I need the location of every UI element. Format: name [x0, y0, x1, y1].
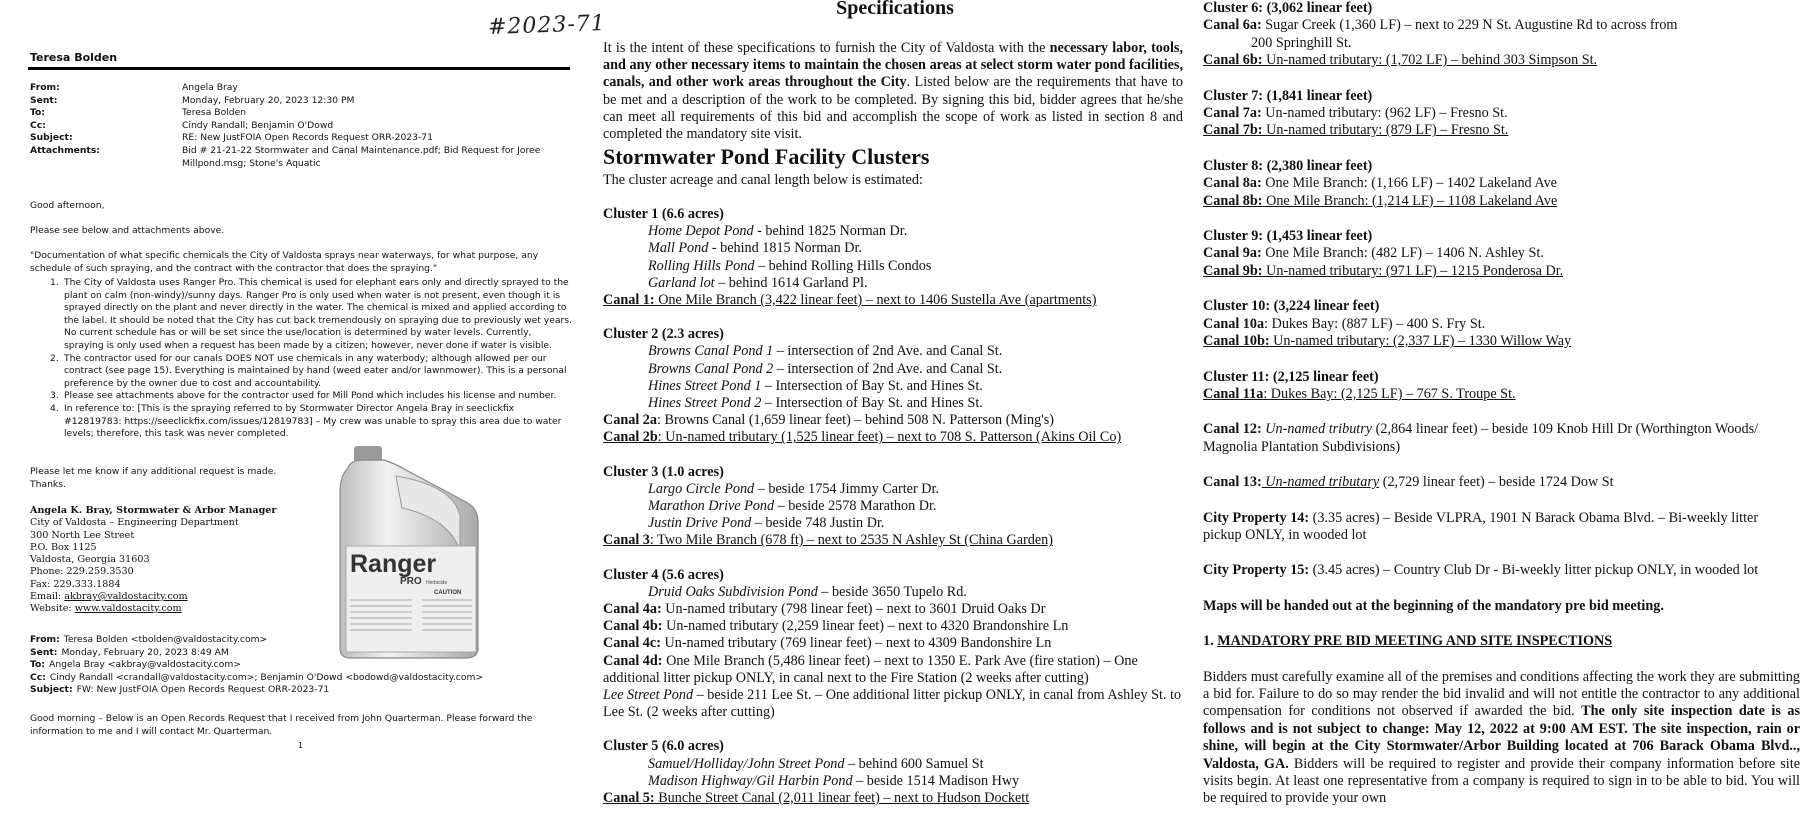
attachment-list[interactable]: Bid # 21-21-22 Stormwater and Canal Maintenance.pdf; Bid Request for Joree Millpond.msg; Stone's Aquatic [182, 144, 541, 169]
canal-item: Canal 4c: Un-named tributary (769 linear feet) – next to 4309 Bandonshire Ln [603, 635, 1052, 652]
page-number: 1 [298, 741, 304, 750]
spec-title: Specifications [836, 0, 954, 19]
pond-item: Largo Circle Pond – beside 1754 Jimmy Carter Dr. [648, 480, 939, 497]
cluster-10-block: Cluster 10: (3,224 linear feet) Canal 10a: Dukes Bay: (887 LF) – 400 S. Fry St. Canal 10b: Un-named tributary: (2,337 LF) – 1330 Willow Way [1203, 298, 1572, 350]
ranger-pro-jug-image [336, 442, 486, 662]
clusters-heading: Stormwater Pond Facility Clusters [603, 144, 930, 169]
canal-item: Canal 5: Bunche Street Canal (2,011 linear feet) – next to Hudson Dockett [603, 790, 1030, 807]
email-greeting: Good afternoon, [30, 200, 105, 211]
list-item: 3. Please see attachments above for the contractor used for Mill Pond which includes his license and number. [50, 390, 557, 402]
canal-13-block: Canal 13: Un-named tributary (2,729 linear feet) – beside 1724 Dow St [1203, 474, 1614, 491]
cluster-block: Cluster 2 (2.3 acres) Browns Canal Pond 1 – intersection of 2nd Ave. and Canal St. Browns Canal Pond 2 – intersection of 2nd Ave. and Canal St. Hines Street Pond 1 – Intersection of Bay St. and Hines St. Hines Street Pond 2 – Intersection of Bay St. and Hines St. Canal 2a: Browns Canal (1,659 linear feet) – behind 508 N. Patterson (Ming's) Canal 2b: Un-named tributary (1,525 linear feet) – next to 708 S. Patterson (Akins Oil Co) [603, 326, 1193, 446]
cluster-block: Cluster 3 (1.0 acres) Largo Circle Pond – beside 1754 Jimmy Carter Dr. Marathon Drive Pond – beside 2578 Marathon Dr. Justin Drive Pond – beside 748 Justin Dr. Canal 3: Two Mile Branch (678 ft) – next to 2535 N Ashley St (China Garden) [603, 464, 1193, 550]
canal-item: Canal 2b: Un-named tributary (1,525 linear feet) – next to 708 S. Patterson (Akins Oil Co) [603, 429, 1122, 446]
email-owner-name: Teresa Bolden [30, 51, 118, 64]
header-from: From: Angela Bray [30, 82, 238, 93]
pond-item: Garland lot – behind 1614 Garland Pl. [648, 274, 868, 291]
pond-item: Samuel/Holliday/John Street Pond – behind 600 Samuel St [648, 755, 984, 772]
bidders-paragraph: Bidders must carefully examine all of the premises and conditions affecting the work they are submitting a bid for. Failure to do so may render the bid invalid and will not entitle the contractor to any additional compensation for conditions not observed if awarded the bid. The only site inspection date is as follows and is not subject to change: May 12, 2022 at 9:00 AM EST. The site inspection, rain or shine, will begin at the City Stormwater/Arbor Building located at 706 Barack Obama Blvd.., Valdosta, GA. Bidders will be required to register and provide their company information before site visits begin. At least one representative from a company is required to sign in to be able to bid. You will be required to provide your own [1203, 668, 1800, 807]
clusters-subheading: The cluster acreage and canal length below is estimated: [603, 172, 923, 188]
pond-item: Marathon Drive Pond – beside 2578 Marathon Dr. [648, 498, 937, 515]
cluster-8-block: Cluster 8: (2,380 linear feet) Canal 8a: One Mile Branch: (1,166 LF) – 1402 Lakeland Ave Canal 8b: One Mile Branch: (1,214 LF) – 1108 Lakeland Ave [1203, 157, 1558, 209]
signature-name: Angela K. Bray, Stormwater & Arbor Manager [30, 505, 277, 516]
pond-item: Justin Drive Pond – beside 748 Justin Dr. [648, 515, 885, 532]
specifications-page [595, 0, 1195, 820]
cluster-9-block: Cluster 9: (1,453 linear feet) Canal 9a: One Mile Branch: (482 LF) – 1406 N. Ashley St. Canal 9b: Un-named tributary: (971 LF) – 1215 Ponderosa Dr. [1203, 228, 1564, 279]
canal-item: Canal 1: One Mile Branch (3,422 linear feet) – next to 1406 Sustella Ave (apartments) [603, 292, 1097, 309]
canal-item: Canal 4a: Un-named tributary (798 linear feet) – next to 3601 Druid Oaks Dr [603, 601, 1046, 618]
cluster-block: Cluster 4 (5.6 acres) Druid Oaks Subdivision Pond – beside 3650 Tupelo Rd. Canal 4a: Un-named tributary (798 linear feet) – next to 3601 Druid Oaks Dr Canal 4b: Un-named tributary (2,259 linear feet) – next to 4320 Brandonshire Ln Canal 4c: Un-named tributary (769 linear feet) – next to 4309 Bandonshire Ln Canal 4d: One Mile Branch (5,486 linear feet) – next to 1350 E. Park Ave (fire station) – One additional litter pickup ONLY, in canal next to the Fire Station (2 weeks after cutting) Lee Street Pond – beside 211 Lee St. – One additional litter pickup ONLY, in canal from Ashley St. to Lee St. (2 weeks after cutting) [603, 567, 1193, 722]
pond-item: Home Depot Pond - behind 1825 Norman Dr. [648, 223, 908, 240]
forwarded-header: From: Teresa Bolden <tbolden@valdostacity.com> Sent: Monday, February 20, 2023 8:49 AM To: Angela Bray <akbray@valdostacity.com> Cc: Cindy Randall <crandall@valdostacity.com>; Benjamin O'Dowd <bodowd@valdostacity.com> Subject: FW: New JustFOIA Open Records Request ORR-2023-71 [30, 634, 484, 696]
cluster-list [603, 206, 1193, 824]
canal-item: Canal 3: Two Mile Branch (678 ft) – next to 2535 N Ashley St (China Garden) [603, 532, 1053, 549]
canal-12-block: Canal 12: Un-named tributry (2,864 linear feet) – beside 109 Knob Hill Dr (Worthington Woods/ Magnolia Plantation Subdivisions) [1203, 421, 1759, 455]
canal-item: Canal 4b: Un-named tributary (2,259 linear feet) – next to 4320 Brandonshire Ln [603, 618, 1069, 635]
signature-email-link[interactable]: akbray@valdostacity.com [64, 591, 188, 603]
header-divider [28, 67, 570, 70]
jug-herbicide-label: Herbicide [426, 580, 448, 586]
response-list [50, 277, 574, 441]
jug-sub-label: PRO [400, 576, 422, 587]
pond-item: Druid Oaks Subdivision Pond – beside 3650 Tupelo Rd. [648, 583, 967, 600]
cluster-block: Cluster 1 (6.6 acres) Home Depot Pond - behind 1825 Norman Dr. Mall Pond - behind 1815 Norman Dr. Rolling Hills Pond – behind Rolling Hills Condos Garland lot – behind 1614 Garland Pl. Canal 1: One Mile Branch (3,422 linear feet) – next to 1406 Sustella Ave (apartments) [603, 206, 1193, 309]
list-item: 4. In reference to: [This is the spraying referred to by Stormwater Director Angela Bray in seeclickfix #12819783: https://seeclickfix.com/issues/12819783] – My crew was unable to spray this area due to water levels; therefore, this task was never completed. [50, 402, 562, 440]
header-subject: Subject: RE: New JustFOIA Open Records Request ORR-2023-71 [30, 132, 433, 144]
email-page [0, 0, 607, 820]
specifications-continued-page [1203, 0, 1800, 820]
header-to: To: Teresa Bolden [30, 107, 247, 119]
pond-item: Rolling Hills Pond – behind Rolling Hills Condos [648, 257, 932, 274]
jug-caution-label: CAUTION [434, 590, 462, 596]
cluster-block: Cluster 5 (6.0 acres) Samuel/Holliday/John Street Pond – behind 600 Samuel St Madison Highway/Gil Harbin Pond – beside 1514 Madison Hwy Canal 5: Bunche Street Canal (2,011 linear feet) – next to Hudson Dockett [603, 738, 1193, 807]
canal-item: Canal 4d: One Mile Branch (5,486 linear feet) – next to 1350 E. Park Ave (fire station) – One additional litter pickup ONLY, in canal next to the Fire Station (2 weeks after cutting) [603, 652, 1138, 686]
pond-item: Hines Street Pond 1 – Intersection of Bay St. and Hines St. [648, 377, 983, 394]
pond-item: Mall Pond - behind 1815 Norman Dr. [648, 240, 862, 257]
city-property-15: City Property 15: (3.45 acres) – Country Club Dr - Bi-weekly litter pickup ONLY, in wooded lot [1203, 562, 1759, 579]
canal-item: Canal 2a: Browns Canal (1,659 linear feet) – behind 508 N. Patterson (Ming's) [603, 412, 1054, 429]
pond-item: Madison Highway/Gil Harbin Pond – beside 1514 Madison Hwy [648, 772, 1020, 789]
city-property-14: City Property 14: (3.35 acres) – Beside VLPRA, 1901 N Barack Obama Blvd. – Bi-weekly litter pickup ONLY, in wooded lot [1203, 509, 1759, 543]
list-item: 2. The contractor used for our canals DOES NOT use chemicals in any waterbody; although allowed per our contract (see page 15). Everything is maintained by hand (weed eater and/or lawnmower). This is a personal preference by the owner due to cost and accountability. [50, 352, 567, 389]
spec-intro-paragraph: It is the intent of these specifications to furnish the City of Valdosta with the necessary labor, tools, and any other necessary items to maintain the chosen areas at select storm water pond facilities, canals, and other work areas throughout the City. Listed below are the requirements that have to be met and a description of the work to be completed. By signing this bid, bidder agrees that he/she can meet all requirements of this bid and accomplish the scope of work as listed in section 8 and completed the mandatory site visit. [603, 40, 1183, 143]
pond-item: Browns Canal Pond 1 – intersection of 2nd Ave. and Canal St. [648, 343, 1003, 360]
header-cc: Cc: Cindy Randall; Benjamin O'Dowd [30, 119, 334, 131]
email-header-fields [30, 82, 570, 170]
request-quote: "Documentation of what specific chemicals the City of Valdosta sprays near waterways, for what purpose, any schedule of such spraying, and the contract with the contractor that does the spraying." [30, 250, 539, 274]
header-sent: Sent: Monday, February 20, 2023 12:30 PM [30, 94, 355, 106]
pond-item: Lee Street Pond – beside 211 Lee St. – One additional litter pickup ONLY, in canal from Ashley St. to Lee St. (2 weeks after cutting) [603, 687, 1182, 721]
jug-brand-label: Ranger [350, 550, 437, 578]
email-intro: Please see below and attachments above. [30, 225, 225, 236]
email-signature: Angela K. Bray, Stormwater & Arbor Manager City of Valdosta – Engineering Department 300 North Lee Street P.O. Box 1125 Valdosta, Georgia 31603 Phone: 229.259.3530 Fax: 229.333.1884 Email: akbray@valdostacity.com Website: www.valdostacity.com [30, 505, 320, 616]
pond-item: Browns Canal Pond 2 – intersection of 2nd Ave. and Canal St. [648, 360, 1003, 377]
cluster-7-block: Cluster 7: (1,841 linear feet) Canal 7a: Un-named tributary: (962 LF) – Fresno St. Canal 7b: Un-named tributary: (879 LF) – Fresno St. [1203, 87, 1509, 139]
signature-website-link[interactable]: www.valdostacity.com [74, 603, 182, 615]
pond-item: Hines Street Pond 2 – Intersection of Bay St. and Hines St. [648, 395, 983, 412]
list-item: 1. The City of Valdosta uses Ranger Pro. This chemical is used for elephant ears only and directly sprayed to the plant on calm (non-windy)/sunny days. Ranger Pro is only used when water is not present, even though it is sprayed directly on the plant and never directly in the water. The chemical is mixed and applied according to the label. It should be noted that the City has cut back tremendously on spraying due to previously wet years. No current schedule has or will be set since the use/location is determined by water levels. Currently, spraying is only used when a request has been made by a citizen; however, never done if water is visible. [50, 277, 572, 351]
cluster-6-block: Cluster 6: (3,062 linear feet) Canal 6a: Sugar Creek (1,360 LF) – next to 229 N St. Augustine Rd to across from 200 Springhill St. Canal 6b: Un-named tributary: (1,702 LF) – behind 303 Simpson St. [1203, 0, 1678, 69]
cluster-11-block: Cluster 11: (2,125 linear feet) Canal 11a: Dukes Bay: (2,125 LF) – 767 S. Troupe St. [1203, 368, 1516, 402]
header-attachments: Attachments: Bid # 21-21-22 Stormwater and Canal Maintenance.pdf; Bid Request for Joree Millpond.msg; Stone's Aquatic [30, 145, 570, 170]
email-closing: Please let me know if any additional request is made. Thanks. [30, 466, 277, 490]
handwritten-reference: #2023-71 [487, 10, 607, 41]
forwarded-body: Good morning – Below is an Open Records Request that I received from John Quarterman. Please forward the information to me and I will contact Mr. Quarterman. [30, 713, 533, 737]
mandatory-meeting-heading: 1. MANDATORY PRE BID MEETING AND SITE INSPECTIONS [1203, 633, 1613, 650]
maps-note: Maps will be handed out at the beginning of the mandatory pre bid meeting. [1203, 597, 1664, 614]
